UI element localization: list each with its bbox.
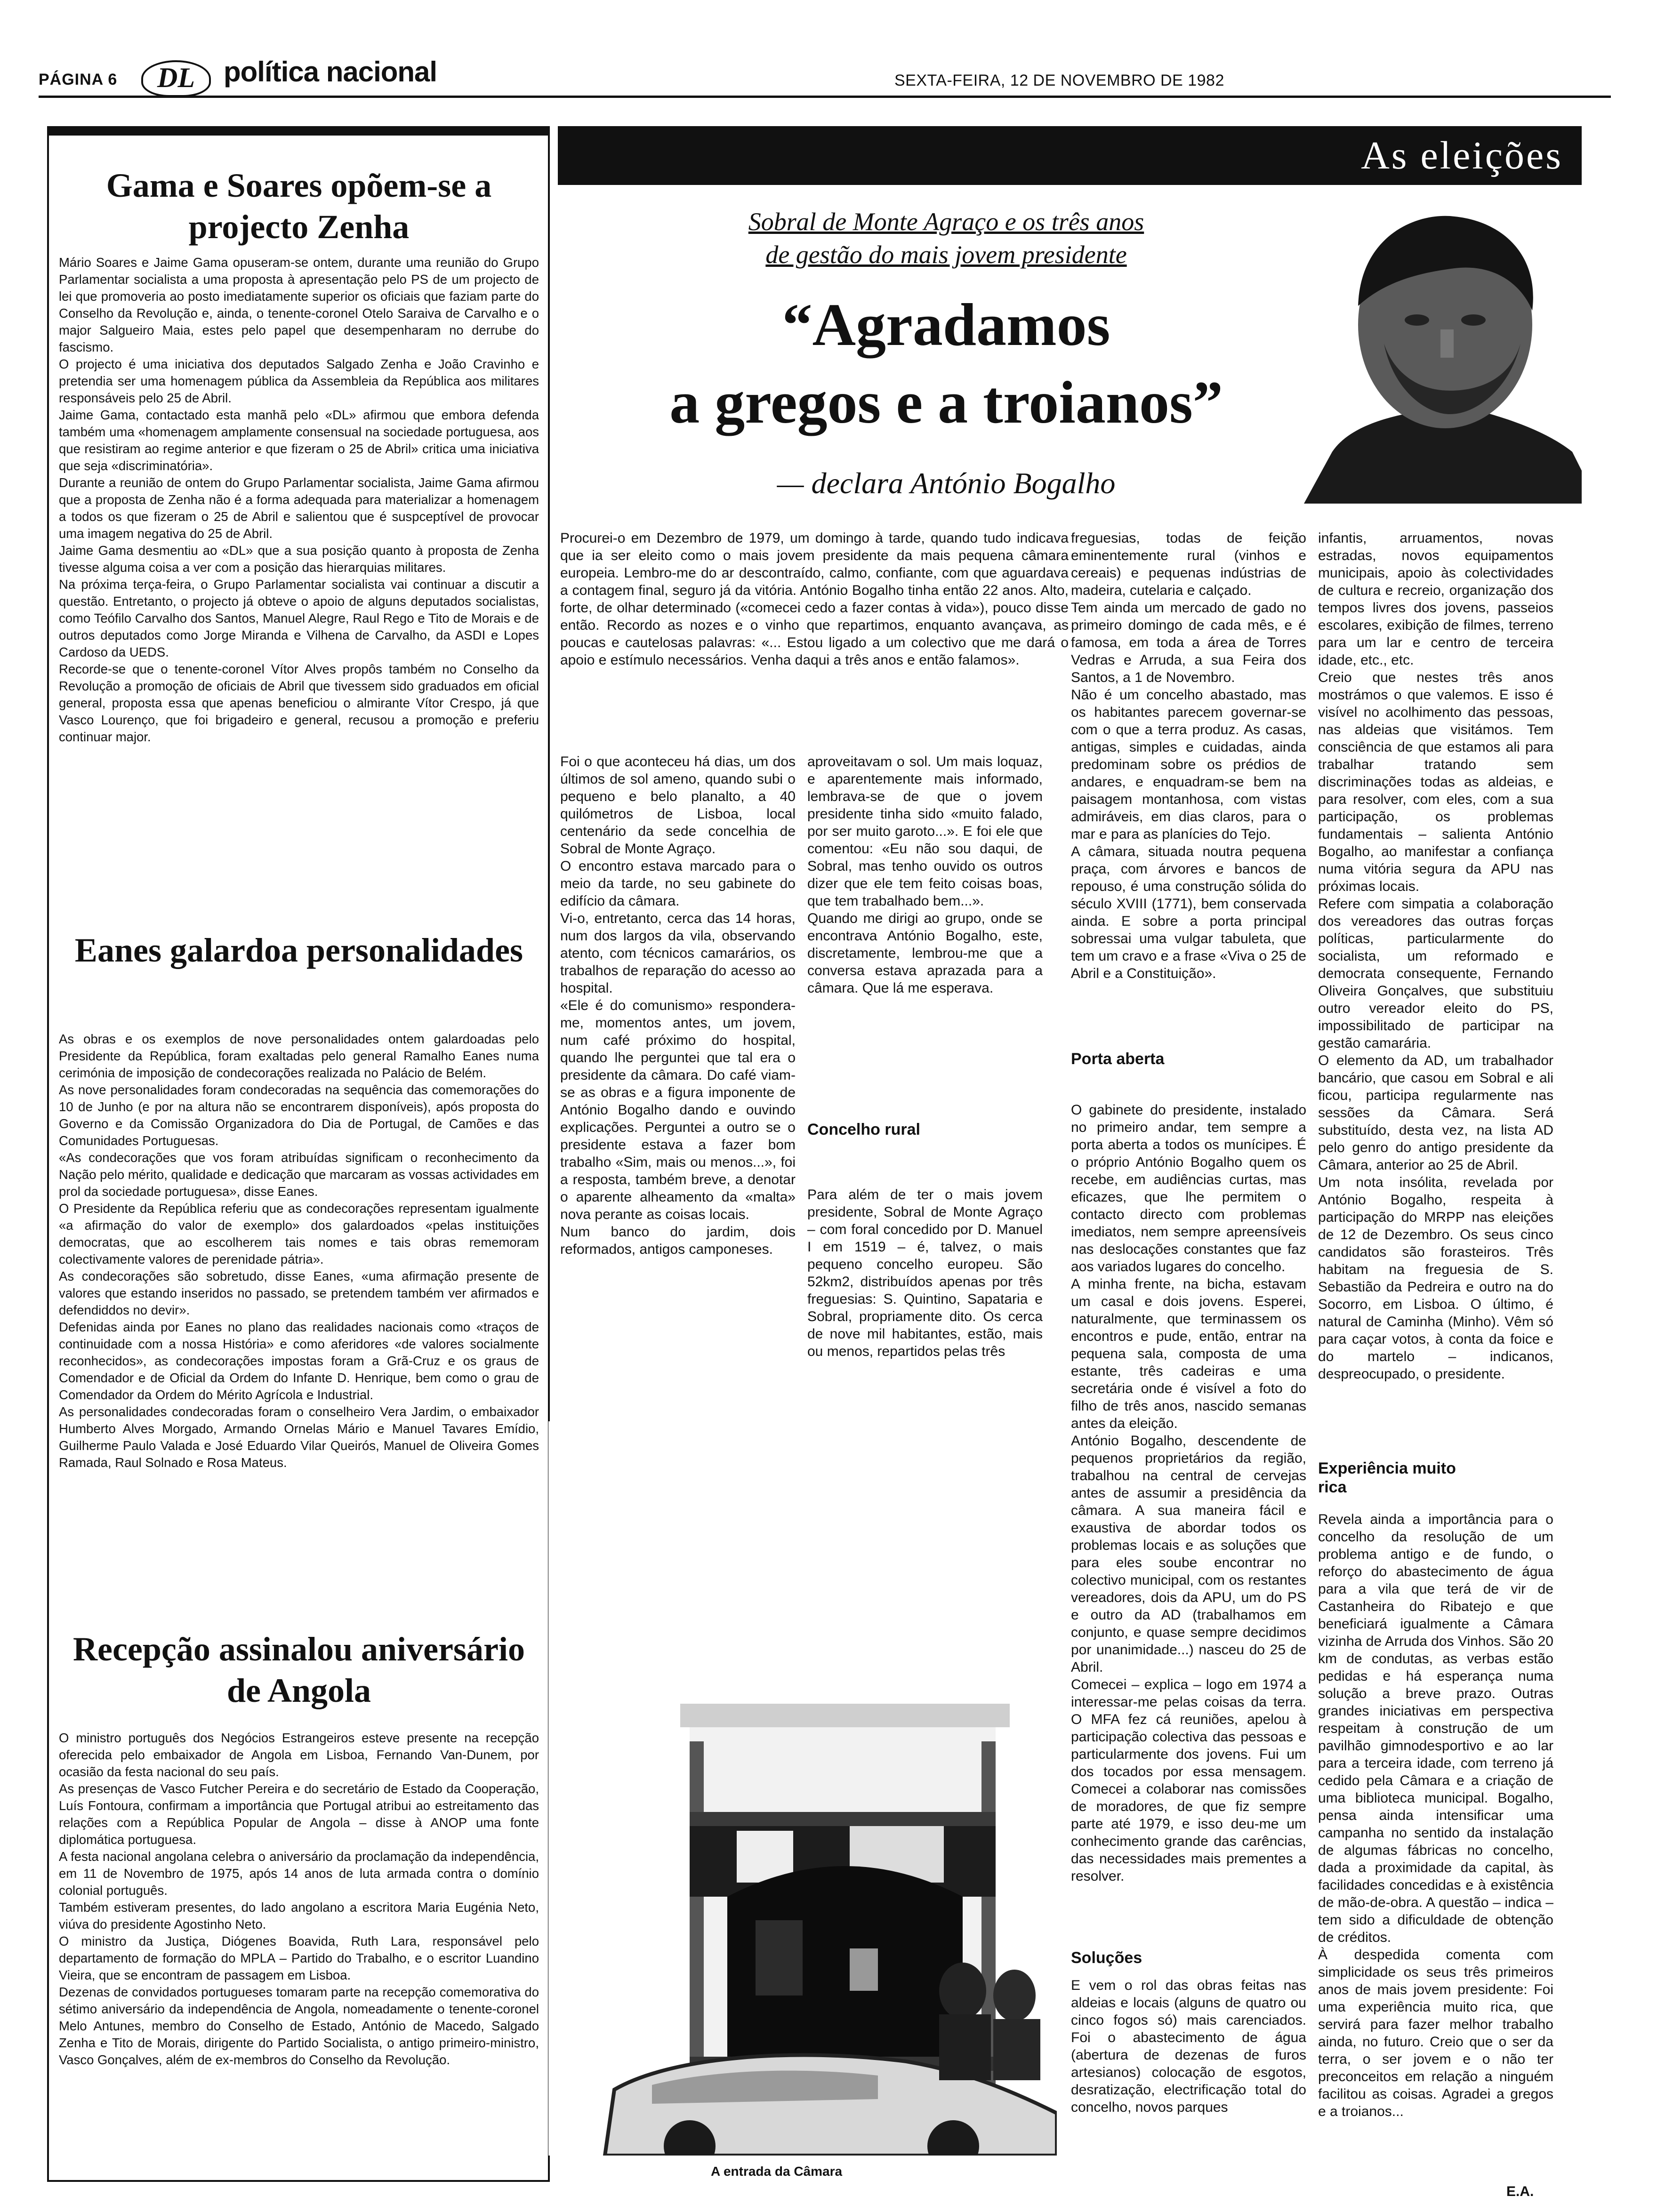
author-signature: E.A.: [1506, 2184, 1534, 2199]
feature-column-2b: Para além de ter o mais jovem presidente, Sobral de Monte Agraço – com foral concedido por D. Manuel I em 1519 – é, talvez, o mais pequeno concelho europeu. São 52km2, distribuídos apenas por três freguesias: S. Quintino, Sapataria e Sobral, propriamente dito. Os cerca de nove mil habitantes, estão, mais ou menos, repartidos pelas três: [807, 1187, 1043, 1359]
article-body-angola: O ministro português dos Negócios Estrangeiros esteve presente na recepção oferecida pelo embaixador de Angola em Lisboa, Fernando Van-Dunem, por ocasião da festa nacional do seu país. As presenças de Vasco Futcher Pereira e do secretário de Estado da Cooperação, Luís Fontoura, confirmam a importância que Portugal atribui ao estreitamento das relações com a República Popular de Angola – disse à ANOP uma fonte diplomática portuguesa. A festa nacional angolana celebra o aniversário da proclamação da independência, em 11 de Novembro de 1975, após 14 anos de luta armada contra o domínio colonial português. Também estiveram presentes, do lado angolano a escritora Maria Eugénia Neto, viúva do presidente Agostinho Neto. O ministro da Justiça, Diógenes Boavida, Ruth Lara, responsável pelo departamento de formação do MPLA – Partido do Trabalho, e o escritor Luandino Vieira, que se encontram de passagem em Lisboa. Dezenas de convidados portugueses tomaram parte na recepção comemorativa do sétimo aniversário da independência de Angola, nomeadamente o tenente-coronel Melo Antunes, membro do Conselho de Estado, António de Macedo, Salgado Zenha e Tito de Morais, dirigente do Partido Socialista, o antigo primeiro-ministro, Vasco Gonçalves, além de ex-membros do Conselho da Revolução.: [59, 1731, 539, 2067]
portrait-photo: [1276, 188, 1582, 504]
building-entrance-photo: [548, 1421, 1057, 2156]
photo-caption: A entrada da Câmara: [711, 2164, 843, 2179]
subhead-concelho-rural: Concelho rural: [807, 1121, 920, 1138]
feature-column-3: freguesias, todas de feição eminentemente rural (vinhos e cereais) e pequenas indústrias de madeira, cutelaria e calçado. Tem ainda um mercado de gado no primeiro domingo de cada mês, e é famosa, em toda a área de Torres Vedras e Arruda, a sua Feira dos Santos, a 1 de Novembro. Não é um concelho abastado, mas os habitantes parecem governar-se com o que a terra produz. As casas, antigas, simples e cuidadas, ainda predominam sobre os prédios de andares, e enquadram-se bem na paisagem montanhosa, com vistas admiráveis, em dias claros, para o mar e para as planícies do Tejo. A câmara, situada noutra pequena praça, com árvores e bancos de repouso, é uma construção sólida do século XVIII (1771), bem conservada ainda. E sobre a porta principal sobressai uma vulgar tabuleta, que tem um cravo e a frase «Viva o 25 de Abril e a Constituição».: [1071, 530, 1306, 981]
feature-headline-line2: a gregos e a troianos”: [669, 369, 1223, 436]
feature-banner-title: As eleições: [1361, 134, 1563, 177]
issue-date: SEXTA-FEIRA, 12 DE NOVEMBRO DE 1982: [894, 72, 1224, 89]
feature-column-1: Foi o que aconteceu há dias, um dos últimos de sol ameno, quando subi o pequeno e belo planalto, a 40 quilómetros de Lisboa, local centenário da sede concelhia de Sobral de Monte Agraço. O encontro estava marcado para o meio da tarde, no seu gabinete do edifício da câmara. Vi-o, entretanto, cerca das 14 horas, num dos largos da vila, observando atento, com técnicos camarários, os trabalhos de reparação do acesso ao hospital. «Ele é do comunismo» respondera-me, momentos antes, um jovem, num café próximo do hospital, quando lhe perguntei que tal era o presidente da câmara. Do café viam-se as obras e a figura imponente de António Bogalho dando e ouvindo explicações. Perguntei a outro se o presidente estava a fazer bom trabalho «Sim, mais ou menos...», foi a resposta, também breve, a denotar o aparente alheamento da «malta» nova perante as coisas locais. Num banco do jardim, dois reformados, antigos camponeses.: [560, 754, 796, 1257]
feature-column-4: infantis, arruamentos, novas estradas, novos equipamentos municipais, apoio às colectividades de cultura e recreio, organização dos tempos livres dos jovens, passeios escolares, exibição de filmes, terreno para um lar e centro de terceira idade, etc., etc. Creio que nestes três anos mostrámos o que valemos. E isso é visível no acolhimento das pessoas, nas aldeias que visitámos. Tem consciência de que estamos ali para trabalhar tratando sem discriminações todas as aldeias, e para resolver, com eles, com a sua participação, os problemas fundamentais – salienta António Bogalho, ao manifestar a confiança numa vitória segura da APU nas próximas locais. Refere com simpatia a colaboração dos vereadores das outras forças políticas, particularmente do socialista, um reformado e democrata consequente, Fernando Oliveira Gonçalves, que substituiu outro vereador eleito do PS, impossibilitado de participar na gestão camarária. O elemento da AD, um trabalhador bancário, que casou em Sobral e ali ficou, participa regularmente nas sessões da Câmara. Será substituído, desta vez, na lista AD pelo genro do antigo presidente da Câmara, anterior ao 25 de Abril. Um nota insólita, revelada por António Bogalho, respeita à participação do MRPP nas eleições de 12 de Dezembro. Os seus cinco candidatos são forasteiros. Três habitam na freguesia de S. Sebastião da Pedreira e outro na do Socorro, em Lisboa. O último, é natural de Caminha (Minho). Vêm só para caçar votos, à conta da foice e do martelo – indicanos, despreocupado, o presidente.: [1318, 530, 1553, 1382]
feature-column-3b: O gabinete do presidente, instalado no primeiro andar, tem sempre a porta aberta a todos os munícipes. É o próprio António Bogalho quem os recebe, em audiências curtas, mas eficazes, que lhe permitem o contacto directo com problemas imediatos, nem sempre apreensíveis nas deslocações constantes que faz aos variados lugares do concelho. A minha frente, na bicha, estavam um casal e dois jovens. Esperei, naturalmente, que terminassem os encontros e pude, então, entrar na pequena sala, composta de uma estante, três cadeiras e uma secretária onde é visível a foto do filho de três anos, nascido semanas antes da eleição. António Bogalho, descendente de pequenos proprietários da região, trabalhou na central de cervejas antes de assumir a presidência da câmara. A sua maneira fácil e exaustiva de abordar todos os problemas locais e as soluções que para eles soube encontrar no colectivo municipal, com os restantes vereadores, dois da APU, um do PS e outro da AD (trabalhamos em conjunto, e quase sempre decidimos por unanimidade...) nasceu do 25 de Abril. Comecei – explica – logo em 1974 a interessar-me pelas coisas da terra. O MFA fez cá reuniões, apelou à participação colectiva das pessoas e particularmente dos jovens. Fui um dos tocados por essa mensagem. Comecei a colaborar nas comissões de moradores, de que fiz sempre parte até 1979, e isso deu-me um conhecimento grande das carências, das necessidades mais prementes a resolver.: [1071, 1102, 1306, 1884]
feature-headline-line1: “Agradamos: [782, 291, 1110, 358]
feature-column-3c: E vem o rol das obras feitas nas aldeias e locais (alguns de quatro ou cinco fogos só) mais carenciados. Foi o abastecimento de água (abertura de dezenas de furos artesianos) colocação de esgotos, desratização, electrificação total do concelho, novos parques: [1071, 1978, 1306, 2115]
subhead-experiencia: Experiência muito rica: [1318, 1459, 1456, 1496]
feature-kicker-line2: de gestão do mais jovem presidente: [765, 240, 1127, 269]
feature-lede: Procurei-o em Dezembro de 1979, um domingo à tarde, quando tudo indicava que ia ser eleito como o mais jovem presidente da mais pequena câmara europeia. Lembro-me do ar descontraído, calmo, confiante, com que aguardava a contagem final, seguro já da vitória. António Bogalho tinha então 22 anos. Alto, forte, de olhar determinado («comecei cedo a fazer contas à vida»), pouco disse então. Recordo as nozes e o vinho que repartimos, enquanto avançava, as poucas e cautelosas palavras: «... Estou ligado a um colectivo que me dará o apoio e estímulo necessários. Venha daqui a três anos e então falamos».: [560, 530, 1069, 668]
feature-byline: — declara António Bogalho: [777, 466, 1116, 500]
subhead-solucoes: Soluções: [1071, 1949, 1142, 1967]
newspaper-logo: DL: [141, 60, 211, 97]
article-headline-angola: Recepção assinalou aniversário de Angola: [73, 1630, 525, 1709]
feature-kicker-line1: Sobral de Monte Agraço e os três anos: [748, 208, 1144, 236]
article-headline-eanes: Eanes galardoa personalidades: [74, 931, 523, 969]
article-headline-gama-soares: Gama e Soares opõem-se a projecto Zenha: [106, 167, 492, 246]
feature-column-4b: Revela ainda a importância para o concelho da resolução de um problema antigo e de fundo, o reforço do abastecimento de água para a vila que terá de vir de Castanheira do Ribatejo e que beneficiará igualmente a Câmara vizinha de Arruda dos Vinhos. São 20 km de condutas, as verbas estão pedidas e há esperança numa solução a breve prazo. Outras grandes iniciativas em perspectiva respeitam à construção de um pavilhão gimnodesportivo e ao lar para a terceira idade, com terreno já cedido pela Câmara e a criação de uma biblioteca municipal. Bogalho, pensa ainda intensificar uma campanha no sentido da instalação de algumas fábricas no concelho, dada a proximidade da capital, às facilidades concedidas e à existência de mão-de-obra. A questão – indica – tem sido a dificuldade de obtenção de créditos. À despedida comenta com simplicidade os seus três primeiros anos de mais jovem presidente: Foi uma experiência muito rica, que servirá para fazer melhor trabalho ainda, no futuro. Creio que o ser da terra, o ser jovem e o não ter preconceitos em relação a ninguém facilitou as coisas. Agradei a gregos e a troianos...: [1318, 1512, 1553, 2119]
left-column-bar: [47, 126, 550, 136]
feature-column-2: aproveitavam o sol. Um mais loquaz, e aparentemente mais informado, lembrava-se de que o jovem presidente tinha sido «muito falado, por ser muito garoto...». E foi ele que comentou: «Eu não sou daqui, de Sobral, mas tenho ouvido os outros dizer que ele tem feito coisas boas, que tem trabalhado bem...». Quando me dirigi ao grupo, onde se encontrava António Bogalho, este, discretamente, lembrou-me que a conversa estava aprazada para a câmara. Que lá me esperava.: [807, 754, 1043, 996]
page-number: PÁGINA 6: [39, 71, 118, 88]
article-body-eanes: As obras e os exemplos de nove personalidades ontem galardoadas pelo Presidente da República, foram exaltadas pelo general Ramalho Eanes numa cerimónia de imposição de condecorações realizada no Palácio de Belém. As nove personalidades foram condecoradas na sequência das comemorações do 10 de Junho (e por na altura não se encontrarem disponíveis), após proposta do Governo e da Comissão Organizadora do Dia de Portugal, de Camões e das Comunidades Portuguesas. «As condecorações que vos foram atribuídas significam o reconhecimento da Nação pelo mérito, qualidade e dedicação que marcaram as vossas actividades em prol da sociedade portuguesa», disse Eanes. O Presidente da República referiu que as condecorações representam igualmente «a afirmação do valor de exemplo» dos galardoados «pelas instituições democratas, que ao escolherem tais nomes e tais obras rememoram colectivamente valores de perenidade pátria». As condecorações são sobretudo, disse Eanes, «uma afirmação presente de valores que estando inseridos no passado, se pretendem também ver afirmados e defendiddos no devir». Defenidas ainda por Eanes no plano das realidades nacionais como «traços de continuidade com a nossa História» e como aferidores «de valores socialmente reconhecidos», as condecorações impostas foram a Grã-Cruz e os graus de Comendador e de Oficial da Ordem do Infante D. Henrique, bem como o grau de Comendador da Ordem do Mérito Agrícola e Industrial. As personalidades condecoradas foram o conselheiro Vera Jardim, o embaixador Humberto Alves Morgado, Armando Ornelas Mário e Manuel Tavares Emídio, Guilherme Paulo Valada e José Eduardo Vilar Queirós, Manuel de Oliveira Gomes Ramada, Raul Solnado e Rosa Mateus.: [59, 1032, 539, 1470]
article-body-gama-soares: Mário Soares e Jaime Gama opuseram-se ontem, durante uma reunião do Grupo Parlamentar socialista a uma proposta à apresentação pelo PS de um projecto de lei que promoveria ao posto imediatamente superior os oficiais que faziam parte do Conselho da Revolução e, ainda, o tenente-coronel Otelo Saraiva de Carvalho e o major Salgueiro Maia, estes pelo papel que desempenharam no derrube do fascismo. O projecto é uma iniciativa dos deputados Salgado Zenha e João Cravinho e pretendia ser uma homenagem pública da Assembleia da República aos militares responsáveis pelo 25 de Abril. Jaime Gama, contactado esta manhã pelo «DL» afirmou que embora defenda também uma «homenagem amplamente consensual na sociedade portuguesa, aos que resistiram ao regime anterior e que fizeram o 25 de Abril» critica uma iniciativa que seja «discriminatória». Durante a reunião de ontem do Grupo Parlamentar socialista, Jaime Gama afirmou que a proposta de Zenha não é a forma adequada para materializar a homenagem a todos os que fizeram o 25 de Abril e salientou que é suspceptível de provocar uma imagem negativa do 25 de Abril. Jaime Gama desmentiu ao «DL» que a sua posição quanto à proposta de Zenha tivesse alguma coisa a ver com a posição das hierarquias militares. Na próxima terça-feira, o Grupo Parlamentar socialista vai continuar a discutir a questão. Entretanto, o projecto já obteve o apoio de alguns deputados socialistas, como Teófilo Carvalho dos Santos, Manuel Alegre, Raul Rego e Tito de Morais e de outros deputados como Jorge Miranda e Vilhena de Carvalho, da ASDI e Lopes Cardoso da UEDS. Recorde-se que o tenente-coronel Vítor Alves propôs também no Conselho da Revolução a promoção de oficiais de Abril que tivessem sido graduados em oficial general, proposta essa que apenas beneficiou o almirante Vítor Crespo, já que Vasco Lourenço, que foi brigadeiro e general, recusou a promoção e preferiu continuar major.: [59, 255, 539, 744]
section-title: política nacional: [224, 56, 437, 88]
header-rule: [39, 96, 1611, 98]
subhead-porta-aberta: Porta aberta: [1071, 1050, 1165, 1068]
